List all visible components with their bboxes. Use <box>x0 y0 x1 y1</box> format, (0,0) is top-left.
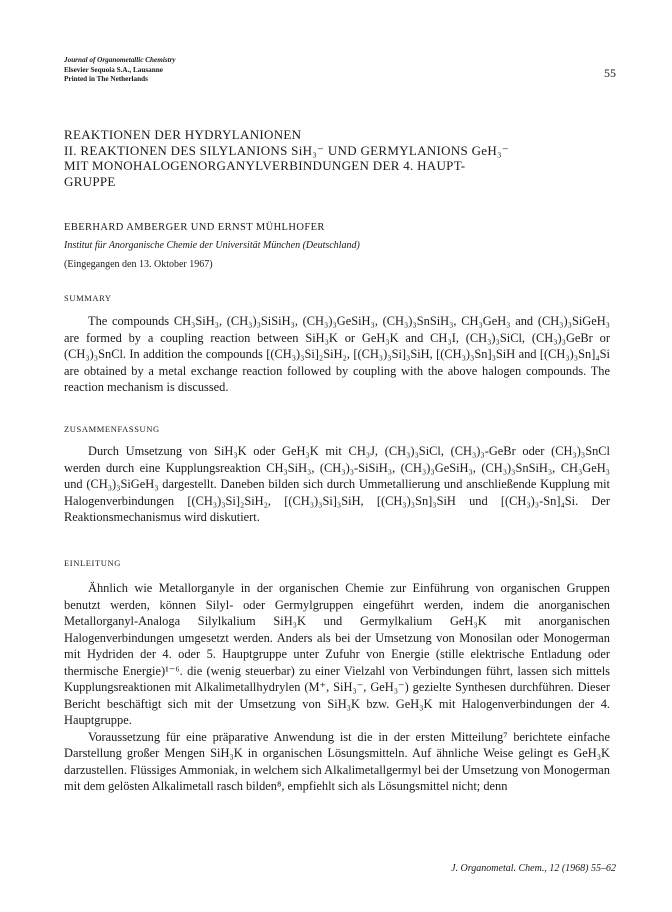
summary-heading: SUMMARY <box>64 293 112 303</box>
article-title <box>64 127 624 189</box>
title-line-2: II. REAKTIONEN DES SILYLANIONS SiH₃⁻ UND GERMYLANIONS GeH₃⁻ <box>64 142 510 158</box>
summary-text <box>64 313 610 396</box>
page-number: 55 <box>604 66 616 80</box>
title-line-3: MIT MONOHALOGENORGANYLVERBINDUNGEN DER 4. HAUPT- <box>64 158 466 173</box>
authors: EBERHARD AMBERGER UND ERNST MÜHLHOFER <box>64 222 325 233</box>
journal-name: Journal of Organometallic Chemistry <box>64 56 176 64</box>
summary-paragraph: The compounds CH₃SiH₃, (CH₃)₃SiSiH₃, (CH₃)₃GeSiH₃, (CH₃)₃SnSiH₃, CH₃GeH₃ and (CH₃)₃SiGeH₃ are formed by a coupling reaction between SiH₃K or GeH₃K and CH₃I, (CH₃)₃SiCl, (CH₃)₃GeBr or (CH₃)₃SnCl. In addition the compounds [(CH₃)₃Si]₂SiH₂, [(CH₃)₃Si]₃SiH, [(CH₃)₃Sn]₃SiH and [(CH₃)₃Sn]₄Si are obtained by a metal exchange reaction followed by coupling with the above halogen compounds. The reaction mechanism is discussed. <box>64 314 610 394</box>
publisher: Elsevier Sequoia S.A., Lausanne <box>64 65 163 74</box>
title-line-1: REAKTIONEN DER HYDRYLANIONEN <box>64 127 302 142</box>
journal-citation: J. Organometal. Chem., 12 (1968) 55–62 <box>451 863 616 874</box>
title-line-4: GRUPPE <box>64 173 116 189</box>
einleitung-paragraph-2: Voraussetzung für eine präparative Anwendung ist die in der ersten Mitteilung⁷ berichtete einfache Darstellung großer Mengen SiH₃K in organischen Lösungsmitteln. Auf ähnliche Weise gelingt es GeH₃K darzustellen. Flüssiges Ammoniak, in welchem sich Alkalimetallgermyl bei der Umsetzung von Monogerman mit dem gelösten Alkalimetall rasch bilden⁸, empfiehlt sich als Lösungsmittel nicht; denn <box>64 729 610 793</box>
zusammenfassung-text <box>64 443 610 526</box>
printed-in: Printed in The Netherlands <box>64 75 148 83</box>
zusammenfassung-paragraph: Durch Umsetzung von SiH₃K oder GeH₃K mit CH₃J, (CH₃)₃SiCl, (CH₃)₃-GeBr oder (CH₃)₃SnCl werden durch eine Kupplungsreaktion CH₃SiH₃, (CH₃)₃-SiSiH₃, (CH₃)₃GeSiH₃, (CH₃)₃SnSiH₃, CH₃GeH₃ und (CH₃)₃SiGeH₃ dargestellt. Daneben bilden sich durch Ummetallierung und anschließende Kupplung mit Halogenverbindungen [(CH₃)₃Si]₂SiH₂, [(CH₃)₃Si]₃SiH, [(CH₃)₃Sn]₃SiH und [(CH₃)₃-Sn]₄Si. Der Reaktionsmechanismus wird diskutiert. <box>64 444 610 524</box>
received-date: (Eingegangen den 13. Oktober 1967) <box>64 259 213 270</box>
affiliation: Institut für Anorganische Chemie der Universität München (Deutschland) <box>64 240 360 251</box>
einleitung-paragraph-1: Ähnlich wie Metallorganyle in der organischen Chemie zur Einführung von organischen Gruppen benutzt werden, können Silyl- oder Germylgruppen eingeführt werden, indem die anorganischen Metallorganyl-Analoga Silylkalium SiH₃K und Germylkalium GeH₃K mit anorganischen Halogenverbindungen umgesetzt werden. Anders als bei der Umsetzung von Monosilan oder Monogerman mit Hydriden der 4. oder 5. Hauptgruppe unter Zufuhr von Energie (stille elektrische Entladung oder thermische Energie)¹⁻⁶. die (wenig steuerbar) zu einer Vielzahl von Verbindungen führt, lassen sich mittels Kupplungsreaktionen mit Alkalimetallhydrylen (M⁺, SiH₃⁻, GeH₃⁻) gezielte Synthesen durchführen. Dieser Bericht beschäftigt sich mit der Umsetzung von SiH₃K bzw. GeH₃K mit Halogenverbindungen der 4. Hauptgruppe. <box>64 581 610 727</box>
einleitung-text <box>64 580 610 795</box>
journal-header <box>64 56 176 85</box>
zusammenfassung-heading: ZUSAMMENFASSUNG <box>64 424 160 434</box>
einleitung-heading: EINLEITUNG <box>64 558 121 568</box>
